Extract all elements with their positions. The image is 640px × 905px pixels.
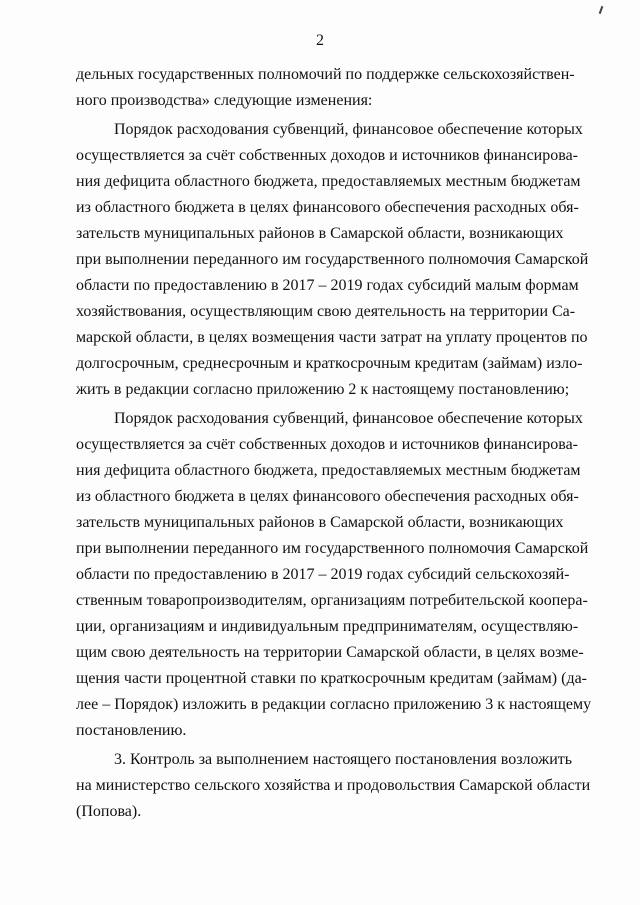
text-line: лее – Порядок) изложить в редакции согласно приложению 3 к настоящему	[76, 696, 592, 713]
page-number: 2	[316, 32, 324, 49]
text-line: (Попова).	[76, 803, 142, 820]
text-line: при выполнении переданного им государственного полномочия Самарской	[76, 540, 589, 557]
text-line: зательств муниципальных районов в Самарской области, возникающих	[76, 514, 564, 531]
text-line: из областного бюджета в целях финансового обеспечения расходных обя-	[76, 199, 579, 216]
text-line: ния дефицита областного бюджета, предоставляемых местным бюджетам	[76, 462, 581, 479]
text-line: марской области, в целях возмещения части затрат на уплату процентов по	[76, 329, 588, 346]
scan-mark	[599, 6, 604, 14]
text-line: жить в редакции согласно приложению 2 к настоящему постановлению;	[76, 381, 570, 398]
text-line: осуществляется за счёт собственных доходов и источников финансирова-	[76, 436, 578, 453]
text-line: ственным товаропроизводителям, организациям потребительской коопера-	[76, 592, 588, 609]
text-line: 3. Контроль за выполнением настоящего постановления возложить	[114, 751, 573, 768]
text-line: ции, организациям и индивидуальным предпринимателям, осуществляю-	[76, 618, 579, 635]
text-line: ного производства» следующие изменения:	[76, 92, 373, 109]
text-line: ния дефицита областного бюджета, предоставляемых местным бюджетам	[76, 173, 581, 190]
text-line: Порядок расходования субвенций, финансовое обеспечение которых	[114, 121, 583, 138]
text-line: области по предоставлению в 2017 – 2019 годах субсидий сельскохозяй-	[76, 566, 570, 583]
text-line: на министерство сельского хозяйства и продовольствия Самарской области	[76, 777, 591, 794]
text-line: осуществляется за счёт собственных доходов и источников финансирова-	[76, 147, 578, 164]
text-line: постановлению.	[76, 722, 187, 739]
text-line: дельных государственных полномочий по поддержке сельскохозяйствен-	[76, 66, 575, 83]
text-line: при выполнении переданного им государственного полномочия Самарской	[76, 251, 589, 268]
text-line: долгосрочным, среднесрочным и краткосрочным кредитам (займам) изло-	[76, 355, 583, 372]
text-line: щим свою деятельность на территории Самарской области, в целях возме-	[76, 644, 584, 661]
text-line: из областного бюджета в целях финансового обеспечения расходных обя-	[76, 488, 579, 505]
text-line: щения части процентной ставки по краткосрочным кредитам (займам) (да-	[76, 670, 588, 687]
text-line: зательств муниципальных районов в Самарской области, возникающих	[76, 225, 564, 242]
text-line: хозяйствования, осуществляющим свою деятельность на территории Са-	[76, 303, 576, 320]
text-line: Порядок расходования субвенций, финансовое обеспечение которых	[114, 410, 583, 427]
text-line: области по предоставлению в 2017 – 2019 годах субсидий малым формам	[76, 277, 579, 294]
